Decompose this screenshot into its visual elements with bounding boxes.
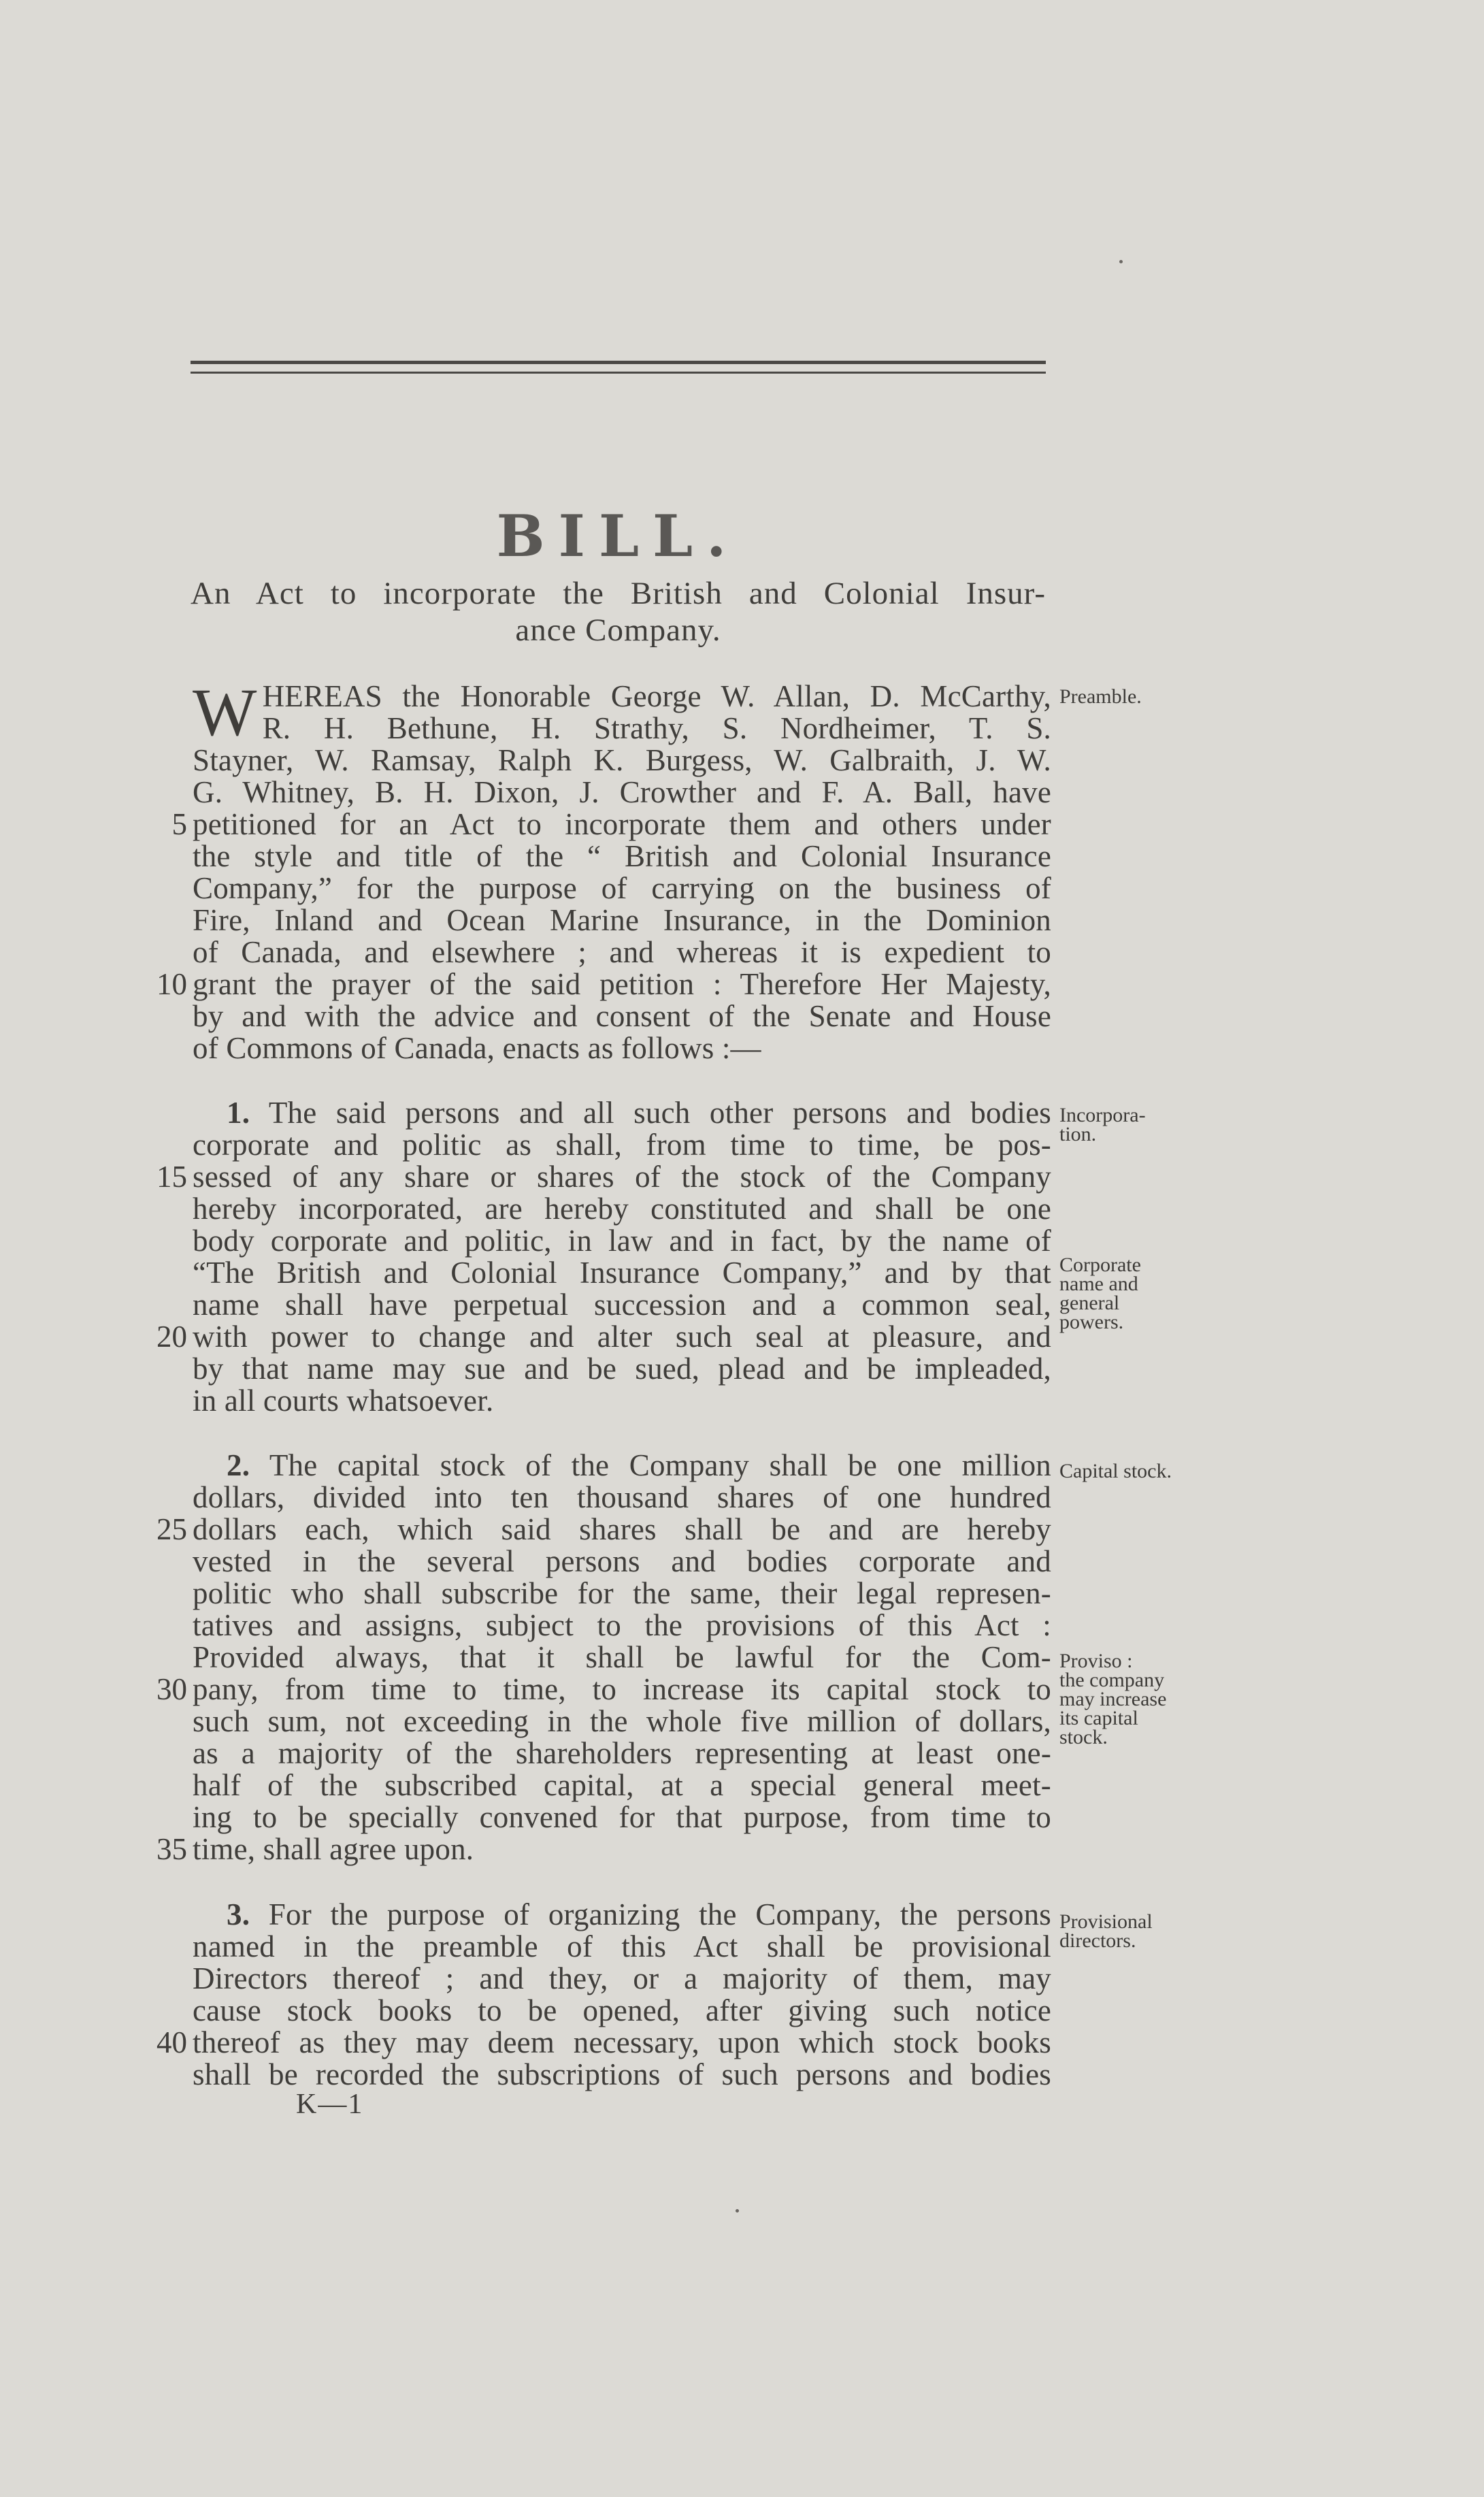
text-line: as a majority of the shareholders representing at least one-: [193, 1736, 1051, 1770]
text-line: grant the prayer of the said petition : Therefore Her Majesty,: [193, 967, 1051, 1001]
text-line: Fire, Inland and Ocean Marine Insurance, in the Dominion: [193, 903, 1051, 937]
text-line: tatives and assigns, subject to the provisions of this Act :: [193, 1608, 1051, 1642]
line-number: 15: [156, 1160, 187, 1194]
section-number: 3.: [227, 1897, 250, 1931]
text-line: of Canada, and elsewhere ; and whereas it is expedient to: [193, 935, 1051, 969]
text-line: HEREAS the Honorable George W. Allan, D. McCarthy,: [262, 679, 1051, 713]
text-line: dollars, divided into ten thousand shares of one hundred: [193, 1480, 1051, 1514]
section-number: 2.: [227, 1448, 250, 1482]
subtitle-line-1: An Act to incorporate the British and Colonial Insur-: [191, 576, 1046, 611]
text-line: Stayner, W. Ramsay, Ralph K. Burgess, W. Galbraith, J. W.: [193, 743, 1051, 777]
line-number: 40: [156, 2025, 187, 2059]
text-line: hereby incorporated, are hereby constituted and shall be one: [193, 1192, 1051, 1226]
text-line: shall be recorded the subscriptions of such persons and bodies: [193, 2057, 1051, 2091]
section-text: The said persons and all such other persons and bodies: [250, 1096, 1051, 1130]
line-number: 25: [156, 1512, 187, 1546]
text-line: with power to change and alter such seal at pleasure, and: [193, 1320, 1051, 1354]
margin-note-incorporation: Incorpora- tion.: [1059, 1104, 1146, 1145]
text-line: Company,” for the purpose of carrying on the business of: [193, 871, 1051, 905]
text-line: [193, 1899, 1051, 1931]
text-line: Provided always, that it shall be lawful for the Com-: [193, 1640, 1051, 1674]
margin-note-proviso: Proviso : the company may increase its capital stock.: [1059, 1650, 1167, 1748]
page-signature: K—1: [296, 2089, 364, 2120]
text-line: vested in the several persons and bodies corporate and: [193, 1544, 1051, 1578]
text-line: petitioned for an Act to incorporate them and others under: [193, 807, 1051, 841]
margin-note-preamble: Preamble.: [1059, 685, 1142, 708]
margin-note-corporate-name: Corporate name and general powers.: [1059, 1254, 1141, 1333]
text-line: thereof as they may deem necessary, upon which stock books: [193, 2025, 1051, 2059]
text-line: body corporate and politic, in law and in fact, by the name of: [193, 1224, 1051, 1258]
text-line: politic who shall subscribe for the same, their legal represen-: [193, 1576, 1051, 1610]
text-line: sessed of any share or shares of the stock of the Company: [193, 1160, 1051, 1194]
margin-note-provisional: Provisional directors.: [1059, 1910, 1153, 1952]
text-line: cause stock books to be opened, after giving such notice: [193, 1993, 1051, 2027]
margin-note-capital-stock: Capital stock.: [1059, 1460, 1172, 1482]
preamble-paragraph: [193, 674, 1051, 1065]
text-line: “The British and Colonial Insurance Company,” and by that: [193, 1256, 1051, 1290]
text-line: by and with the advice and consent of the Senate and House: [193, 999, 1051, 1033]
section-text: For the purpose of organizing the Company, the persons: [250, 1897, 1051, 1931]
text-line: dollars each, which said shares shall be and are hereby: [193, 1512, 1051, 1546]
bill-subtitle: [191, 575, 1046, 649]
section-number: 1.: [227, 1096, 250, 1130]
paper-speck: [736, 2209, 739, 2213]
section-3: [193, 1899, 1051, 2091]
text-line: ing to be specially convened for that purpose, from time to: [193, 1800, 1051, 1834]
text-line: half of the subscribed capital, at a special general meet-: [193, 1768, 1051, 1802]
line-number: 30: [156, 1672, 187, 1706]
text-line: name shall have perpetual succession and a common seal,: [193, 1288, 1051, 1322]
text-line: in all courts whatsoever.: [193, 1384, 494, 1418]
section-1: [193, 1097, 1051, 1417]
text-line: corporate and politic as shall, from time to time, be pos-: [193, 1128, 1051, 1162]
text-line: [193, 1097, 1051, 1129]
line-number: 5: [171, 807, 187, 841]
text-line: named in the preamble of this Act shall be provisional: [193, 1929, 1051, 1963]
line-number: 10: [156, 967, 187, 1001]
text-line: of Commons of Canada, enacts as follows :—: [193, 1031, 761, 1065]
top-rule: [191, 361, 1046, 364]
dropcap: W: [193, 674, 257, 750]
text-line: Directors thereof ; and they, or a majority of them, may: [193, 1961, 1051, 1995]
text-line: time, shall agree upon.: [193, 1832, 474, 1866]
text-line: G. Whitney, B. H. Dixon, J. Crowther and F. A. Ball, have: [193, 775, 1051, 809]
text-line: by that name may sue and be sued, plead and be impleaded,: [193, 1352, 1051, 1386]
top-rule-thin: [191, 372, 1046, 374]
section-2: [193, 1450, 1051, 1865]
paper-speck: [1119, 260, 1123, 263]
text-line: pany, from time to time, to increase its capital stock to: [193, 1672, 1051, 1706]
section-text: The capital stock of the Company shall be one million: [250, 1448, 1051, 1482]
bill-title: BILL.: [496, 502, 740, 570]
text-line: [193, 1450, 1051, 1482]
text-line: such sum, not exceeding in the whole five million of dollars,: [193, 1704, 1051, 1738]
line-number: 35: [156, 1832, 187, 1866]
text-line: the style and title of the “ British and Colonial Insurance: [193, 839, 1051, 873]
line-number: 20: [156, 1320, 187, 1354]
text-line: R. H. Bethune, H. Strathy, S. Nordheimer, T. S.: [262, 711, 1051, 745]
subtitle-line-2: ance Company.: [515, 613, 721, 648]
